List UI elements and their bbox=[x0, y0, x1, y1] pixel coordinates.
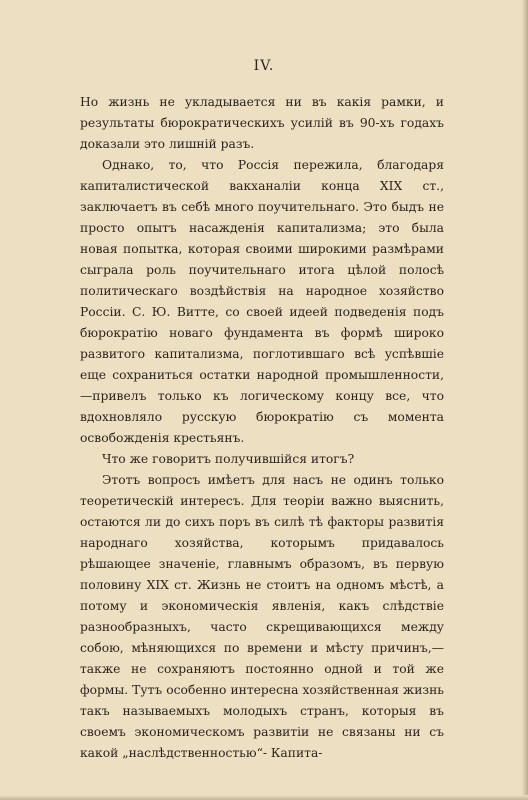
chapter-number: IV. bbox=[253, 58, 275, 74]
page-edge-shadow-right bbox=[522, 0, 528, 800]
body-text bbox=[80, 92, 444, 764]
paragraph-2: Однако, то, что Россія пережила, благодаря капиталистической вакханаліи конца XIX ст., заключаетъ въ себѣ много поучительнаго. Это быдъ не просто опытъ насажденія капитализма; это была новая попытка, которая своими широкими размѣрами сыграла роль поучительнаго итога цѣлой полосѣ политическаго воздѣйствія на народное хозяйство Россіи. С. Ю. Витте, со своей идеей подведенія подъ бюрократію новаго фундамента въ формѣ широко развитого капитализма, поглотившаго всѣ успѣвшіе еще сохраниться остатки народной промышленности,—привелъ только къ логическому концу все, что вдохновляло русскую бюрократію съ момента освобожденія крестьянъ. bbox=[80, 158, 444, 445]
page-edge-shadow-bottom bbox=[0, 795, 528, 800]
paragraph-3: Что же говоритъ получившійся итогъ? bbox=[102, 452, 355, 466]
paragraph-1: Но жизнь не укладывается ни въ какія рамки, и результаты бюрократическихъ усилій въ 90-хъ годахъ доказали это лишній разъ. bbox=[80, 95, 444, 151]
paragraph-4: Этотъ вопросъ имѣетъ для насъ не одинъ только теоретическій интересъ. Для теоріи важно выяснить, остаются ли до сихъ поръ въ силѣ тѣ факторы развитія народнаго хозяйства, которымъ придавалось рѣшающее значеніе, главнымъ образомъ, въ первую половину XIX ст. Жизнь не стоитъ на одномъ мѣстѣ, а потому и экономическія явленія, какъ слѣдствіе разнообразныхъ, часто скрещивающихся между собою, мѣняющихся по времени и мѣсту причинъ,—также не сохраняютъ постоянно одной и той же формы. Тутъ особенно интересна хозяйственная жизнь такъ называемыхъ молодыхъ странъ, которыя въ своемъ экономическомъ развитіи не связаны ни съ какой „наслѣдственностью“- Капита- bbox=[80, 473, 444, 760]
